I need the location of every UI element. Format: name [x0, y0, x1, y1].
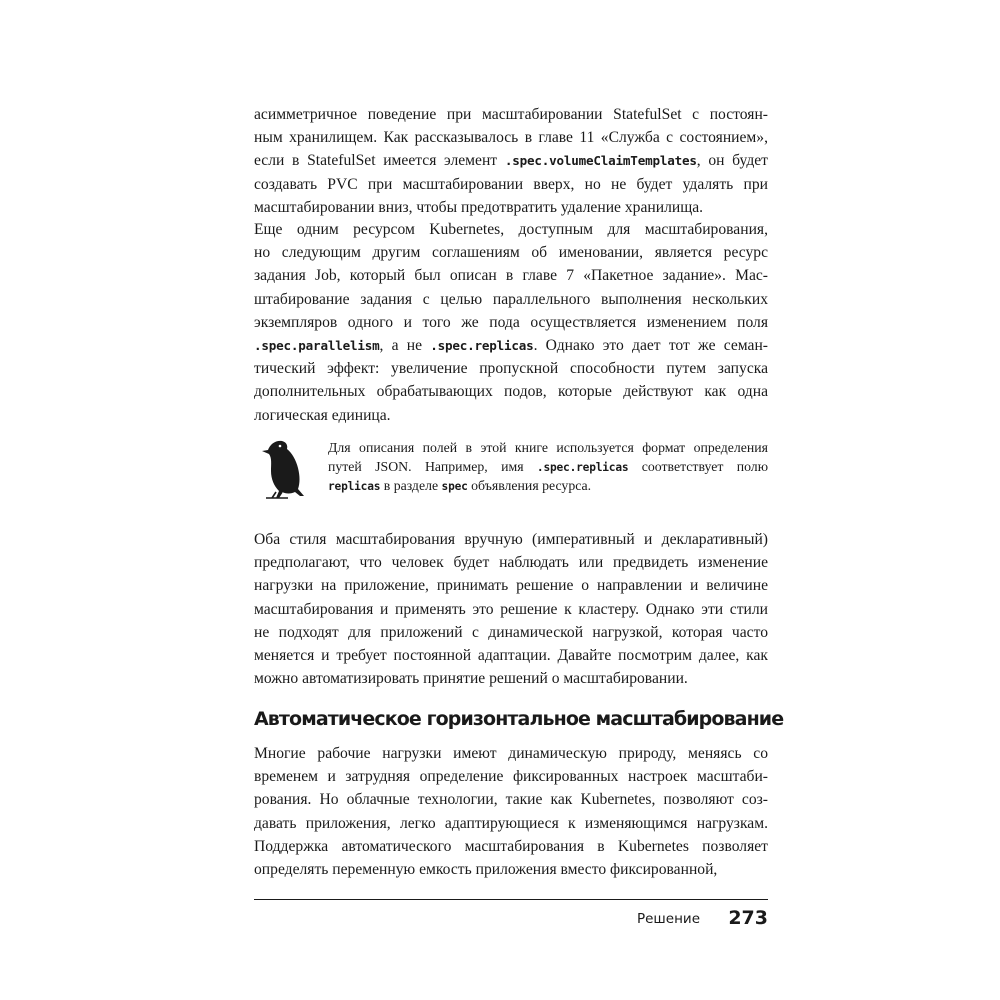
- text-line: [254, 528, 768, 551]
- text-run: но следующим другим соглашениям об именовании, является ресурс: [254, 244, 768, 262]
- text-run: логическая единица.: [254, 406, 391, 424]
- text-line: [328, 457, 768, 476]
- text-run: масштабирования и применять это решение к кластеру. Однако эти стили: [254, 600, 768, 618]
- text-run: штабирование задания с целью параллельного выполнения нескольких: [254, 290, 768, 308]
- text-run: предполагают, что человек будет наблюдать или предвидеть изменение: [254, 554, 768, 572]
- text-line: [254, 788, 768, 811]
- paragraph-1: [254, 103, 768, 219]
- inline-code: .spec.replicas: [430, 337, 534, 353]
- text-line: [254, 667, 768, 690]
- text-line: [254, 835, 768, 858]
- text-run: можно автоматизировать принятие решений о масштабировании.: [254, 670, 688, 688]
- text-line: [254, 357, 768, 380]
- text-line: [328, 438, 768, 457]
- text-line: [254, 264, 768, 287]
- text-run: Оба стиля масштабирования вручную (императивный и декларативный): [254, 531, 768, 548]
- text-run: временем и затрудняя определение фиксированных настроек масштаби-: [254, 768, 768, 786]
- page-number: 273: [728, 907, 768, 929]
- text-run: нагрузки на приложение, принимать решение о направлении и величине: [254, 577, 768, 595]
- text-line: [254, 311, 768, 334]
- note-text: [328, 438, 768, 496]
- text-run: давать приложения, легко адаптирующиеся к изменяющимся нагрузкам.: [254, 814, 768, 832]
- text-line: [254, 742, 768, 765]
- text-run: ным хранилищем. Как рассказывалось в главе 11 «Служба с состоянием»,: [254, 129, 768, 147]
- paragraph-3: [254, 528, 768, 690]
- text-run: соответствует полю: [628, 459, 768, 475]
- text-run: масштабировании вниз, чтобы предотвратить удаление хранилища.: [254, 198, 704, 216]
- running-footer-section: Решение: [636, 911, 700, 927]
- paragraph-4: [254, 742, 768, 881]
- inline-code: .spec.replicas: [536, 461, 629, 475]
- text-run: Поддержка автоматического масштабирования в Kubernetes позволяет: [254, 837, 768, 855]
- inline-code: spec: [441, 480, 468, 494]
- text-line: [254, 103, 768, 126]
- text-line: [254, 858, 768, 881]
- text-run: рования. Но облачные технологии, такие как Kubernetes, позволяют соз-: [254, 791, 768, 809]
- text-line: [254, 149, 768, 172]
- inline-code: .spec.volumeClaimTemplates: [504, 153, 697, 169]
- section-heading: Автоматическое горизонтальное масштабирование: [254, 708, 784, 730]
- text-line: [254, 598, 768, 621]
- text-run: создавать PVC при масштабировании вверх, но не будет удалять при: [254, 175, 768, 193]
- text-run: Еще одним ресурсом Kubernetes, доступным для масштабирования,: [254, 221, 768, 238]
- text-line: [254, 196, 768, 219]
- text-line: [254, 644, 768, 667]
- text-line: [254, 380, 768, 403]
- text-line: [254, 812, 768, 835]
- text-line: [254, 621, 768, 644]
- text-run: , он будет: [696, 152, 768, 170]
- text-run: задания Job, который был описан в главе 7 «Пакетное задание». Мас-: [254, 267, 768, 285]
- text-run: если в StatefulSet имеется элемент: [254, 152, 505, 170]
- text-run: , а не: [379, 336, 431, 354]
- text-run: определять переменную емкость приложения вместо фиксированной,: [254, 860, 718, 878]
- text-run: меняется и требует постоянной адаптации. Давайте посмотрим далее, как: [254, 646, 768, 664]
- text-line: [254, 126, 768, 149]
- text-line: [254, 218, 768, 241]
- text-line: [328, 476, 768, 495]
- note-box: [254, 436, 768, 508]
- text-line: [254, 288, 768, 311]
- text-line: [254, 404, 768, 427]
- text-run: Многие рабочие нагрузки имеют динамическую природу, меняясь со: [254, 745, 768, 762]
- text-run: тический эффект: увеличение пропускной способности путем запуска: [254, 360, 768, 378]
- text-run: асимметричное поведение при масштабировании StatefulSet с постоян-: [254, 106, 768, 123]
- text-run: не подходят для приложений с динамической нагрузкой, которая часто: [254, 623, 768, 641]
- text-line: [254, 574, 768, 597]
- text-line: [254, 551, 768, 574]
- footer-divider: [254, 899, 768, 900]
- inline-code: replicas: [328, 480, 381, 494]
- text-line: [254, 334, 768, 357]
- text-line: [254, 173, 768, 196]
- text-run: . Однако это дает тот же семан-: [533, 336, 768, 354]
- text-run: в разделе: [380, 478, 442, 494]
- bird-icon: [254, 436, 312, 506]
- paragraph-2: [254, 218, 768, 427]
- text-run: дополнительных обрабатывающих подов, которые действуют как одна: [254, 383, 768, 401]
- inline-code: .spec.parallelism: [254, 337, 380, 353]
- text-run: объявления ресурса.: [467, 478, 592, 494]
- text-line: [254, 241, 768, 264]
- text-line: [254, 765, 768, 788]
- text-run: путей JSON. Например, имя: [328, 459, 537, 475]
- text-run: Для описания полей в этой книге используется формат определения: [328, 440, 768, 455]
- text-run: экземпляров одного и того же пода осуществляется изменением поля: [254, 313, 768, 331]
